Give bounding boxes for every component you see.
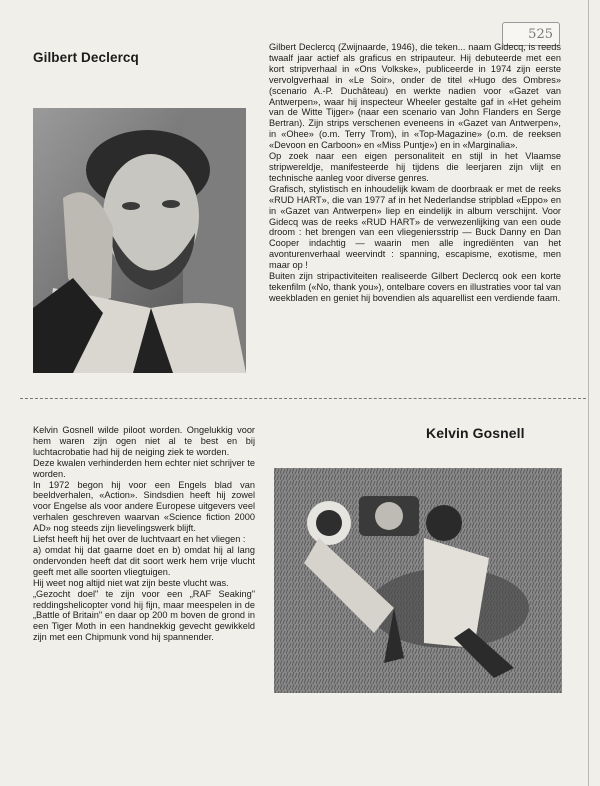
bio-paragraph: Gilbert Declercq (Zwijnaarde, 1946), die teken... naam Gidecq, is reeds twaalf jaar actief als graficus en stripauteur. Hij debuteerde met een kort stripverhaal in «Ons Volkske», publiceerde in 1974 zijn eerste vervolgverhaal in «Le Soir», onder de titel «Hugo des Ombres» (scenario A.-P. Duchâteau) en werkte nadien voor «Gazet van Antwerpen», waar hij inspecteur Wheeler gestalte gaf in «Het geheim van de Witte Tijger» (naar een scenario van John Flanders en Serge Bertran). Zijn strips verschenen eveneens in «Gazet van Antwerpen», in «Ohee» (o.m. Terry Trom), in «Top-Magazine» (o.m. de reeksen «Devoon en Carboon» en «Miss Puntje») en in «Marginalia». [269,42,561,151]
portrait-photo-declercq [33,108,246,373]
bio-paragraph: Hij weet nog altijd niet wat zijn beste vlucht was. [33,577,229,588]
photo-gosnell-aerial [274,468,562,693]
bio-paragraph: Deze kwalen verhinderden hem echter niet schrijver te worden. [33,457,255,479]
bio-paragraph: „Gezocht doel" te zijn voor een „RAF Seaking" reddingshelicopter vond hij fijn, maar meespelen in de „Battle of Britain" en daar op 200 m boven de grond in een Tiger Moth in een handnekkig gevecht gewikkeld zijn met een Chipmunk vond hij spannender. [33,588,255,643]
bio-paragraph: Buiten zijn stripactiviteiten realiseerde Gilbert Declercq ook een korte tekenfilm («No, thank you»), ontelbare covers en illustraties voor tal van weekbladen en geniet hij bovendien als aquarellist een verdiende faam. [269,271,561,303]
page-number-sticker: 525 [502,22,560,46]
bio-paragraph: In 1972 begon hij voor een Engels blad van beeldverhalen, «Action». Sindsdien heeft hij zowel voor Engelse als voor andere Europese uitgevers veel verhalen geschreven waarvan «Science fiction 2000 AD» nog steeds zijn lievelingswerk blijft. [33,479,255,534]
bio-paragraph: Liefst heeft hij het over de luchtvaart en het vliegen : [33,534,246,545]
bio-paragraph: a) omdat hij dat gaarne doet en b) omdat hij al lang ondervonden heeft dat dit soort werk hem vrije vlucht geeft met alle soorten vliegtuigen. [33,544,255,577]
bio-paragraph: Grafisch, stylistisch en inhoudelijk kwam de doorbraak er met de reeks «RUD HART», die van 1977 af in het Nederlandse stripblad «Eppo» en in «Gazet van Antwerpen» liep en eindelijk in album verschijnt. Voor Gidecq was de reeks «RUD HART» de verwezenlijking van een oude droom : het brengen van een vliegeniersstrip — Buck Danny en Dan Cooper indachtig — waarin men alle ingrediënten van het avonturenverhaal weervindt : spanning, escapisme, exotisme, men maar op ! [269,183,561,271]
biography-declercq [269,42,561,304]
author-name-declercq: Gilbert Declercq [33,50,139,65]
bio-paragraph: Op zoek naar een eigen personaliteit en stijl in het Vlaamse stripwereldje, manifesteerde hij tijdens die leerjaren zijn vlijt en technische aanleg voor diverse genres. [269,151,561,183]
page-edge-line [588,0,589,786]
author-name-gosnell: Kelvin Gosnell [426,425,525,441]
biography-gosnell [33,425,255,643]
section-divider [20,398,586,399]
bio-paragraph: Kelvin Gosnell wilde piloot worden. Ongelukkig voor hem waren zijn ogen niet al te best en bij luchtacrobatie had hij de neiging ziek te worden. [33,425,255,457]
